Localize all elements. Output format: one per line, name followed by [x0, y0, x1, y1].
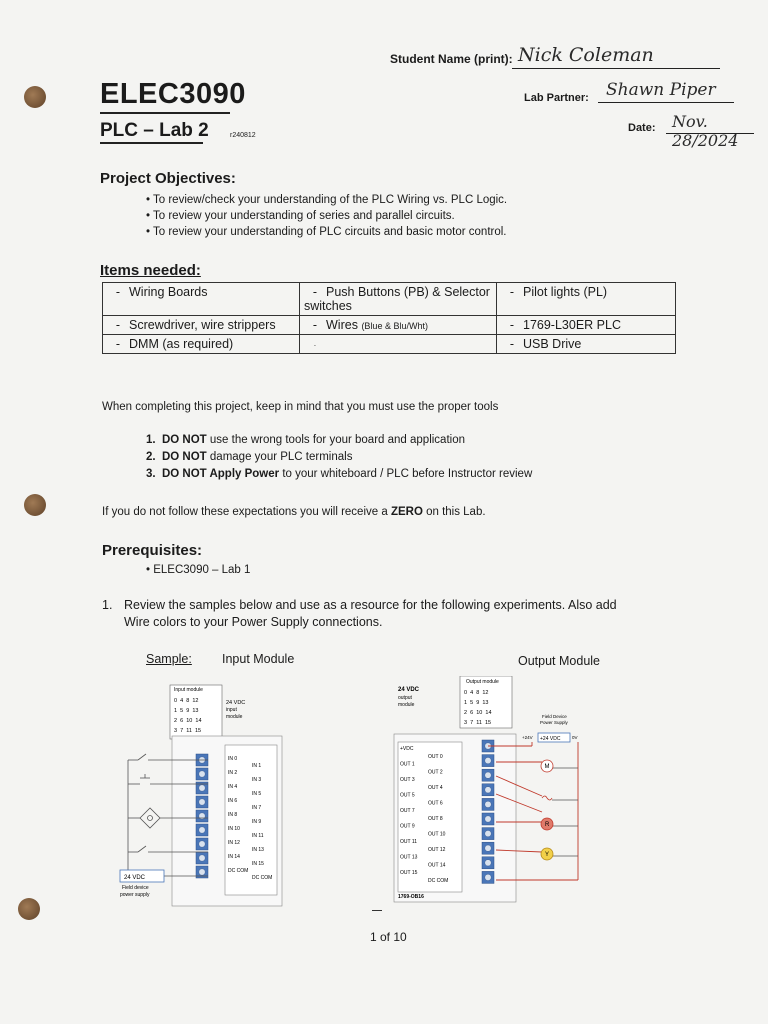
- terminal-screw-head: [485, 830, 491, 836]
- terminal-label: IN 7: [252, 805, 262, 811]
- terminal-label: DC COM: [228, 868, 249, 874]
- revision-code: r240812: [230, 132, 256, 139]
- terminal-label: +VDC: [400, 746, 414, 752]
- output-module-diagram: [392, 676, 582, 906]
- terminal-label: OUT 1: [400, 761, 415, 768]
- rules-list: [146, 432, 532, 483]
- terminal-label: IN 11: [252, 833, 264, 839]
- terminal-label: OUT 13: [400, 854, 418, 861]
- terminal-label: OUT 11: [400, 839, 418, 845]
- rule-item: 2. DO NOT damage your PLC terminals: [146, 451, 353, 463]
- objectives-list: [146, 192, 507, 240]
- output-grid-row: 0 4 8 12: [464, 690, 489, 696]
- input-grid-row: 3 7 11 15: [174, 728, 202, 734]
- terminal-label: IN 2: [228, 770, 238, 776]
- output-supply-caption: Field Device: [542, 714, 567, 719]
- course-code: ELEC3090: [100, 78, 246, 110]
- yellow-pilot-light-label: Y: [545, 852, 550, 858]
- terminal-label: IN 15: [252, 861, 264, 867]
- zero-warning: If you do not follow these expectations you will receive a ZERO on this Lab.: [102, 506, 486, 518]
- terminal-label: OUT 4: [428, 785, 443, 791]
- motor-load-label: M: [544, 764, 550, 770]
- output-supply-box: +24 VDC: [540, 736, 561, 742]
- output-side-label: module: [398, 702, 415, 708]
- input-supply-caption: Field device: [122, 885, 149, 891]
- date-underline: [666, 133, 754, 134]
- step-number: 1.: [102, 598, 113, 612]
- output-supply-caption: Power Supply: [540, 720, 568, 725]
- terminal-label: OUT 10: [428, 831, 446, 838]
- input-supply-caption: power supply: [120, 892, 150, 898]
- terminal-label: OUT 12: [428, 847, 446, 853]
- terminal-label: DC COM: [428, 878, 449, 884]
- terminal-screw-head: [199, 799, 205, 805]
- output-module-title: Output Module: [518, 654, 600, 668]
- terminal-label: DC COM: [252, 875, 273, 881]
- input-side-label: input: [226, 707, 237, 713]
- step-1: 1. Review the samples below and use as a resource for the following experiments. Also add Wire colors to your Power Supply connections.: [102, 598, 617, 629]
- course-code-underline: [100, 112, 230, 114]
- rule-item: 3. DO NOT Apply Power to your whiteboard / PLC before Instructor review: [146, 468, 533, 480]
- terminal-screw-head: [199, 771, 205, 777]
- terminal-label: OUT 15: [400, 870, 418, 876]
- output-part-number: 1769-OB16: [398, 894, 424, 900]
- terminal-label: OUT 3: [400, 777, 415, 783]
- output-supply-plus: +24V: [522, 735, 533, 740]
- objective-item: • To review/check your understanding of the PLC Wiring vs. PLC Logic.: [146, 194, 508, 206]
- terminal-label: IN 9: [252, 819, 262, 825]
- items-needed-table: [102, 282, 676, 354]
- objective-item: • To review your understanding of PLC circuits and basic motor control.: [146, 226, 507, 238]
- lab-title: PLC – Lab 2: [100, 120, 209, 141]
- output-side-label: 24 VDC: [398, 687, 420, 693]
- terminal-screw-head: [485, 801, 491, 807]
- terminal-label: OUT 6: [428, 800, 443, 807]
- objective-item: • To review your understanding of series and parallel circuits.: [146, 210, 455, 222]
- input-module-diagram: [110, 680, 290, 910]
- terminal-label: IN 10: [228, 826, 240, 832]
- input-side-label: 24 VDC: [226, 700, 246, 706]
- terminal-label: IN 1: [252, 763, 262, 769]
- binder-hole-top: [24, 86, 46, 108]
- terminal-label: IN 14: [228, 854, 240, 860]
- student-name-label: Student Name (print):: [390, 52, 513, 66]
- student-name-underline: [512, 68, 720, 69]
- terminal-screw-head: [485, 772, 491, 778]
- terminal-screw-head: [199, 869, 205, 875]
- lab-partner-label: Lab Partner:: [524, 92, 589, 104]
- output-module-box-title: Output module: [466, 679, 499, 685]
- table-cell: - 1769-L30ER PLC: [497, 316, 676, 335]
- output-grid-row: 2 6 10 14: [464, 710, 492, 716]
- prerequisites-heading: Prerequisites:: [102, 542, 203, 559]
- terminal-label: OUT 2: [428, 769, 443, 776]
- terminal-label: IN 12: [228, 840, 240, 846]
- terminal-label: OUT 14: [428, 862, 446, 869]
- table-cell: - Wires (Blue & Blu/Wht): [300, 316, 497, 335]
- terminal-screw-head: [485, 757, 491, 763]
- lab-partner-underline: [598, 102, 734, 103]
- lab-partner-value: Shawn Piper: [606, 80, 716, 100]
- table-cell: - DMM (as required): [103, 335, 300, 354]
- table-cell: - Wiring Boards: [103, 283, 300, 316]
- output-side-label: output: [398, 695, 412, 701]
- tools-note: When completing this project, keep in mind that you must use the proper tools: [102, 401, 499, 413]
- terminal-screw-head: [485, 787, 491, 793]
- terminal-label: IN 4: [228, 784, 238, 790]
- table-row: [103, 283, 676, 316]
- output-grid-row: 1 5 9 13: [464, 700, 489, 706]
- terminal-screw-head: [485, 816, 491, 822]
- terminal-label: OUT 5: [400, 792, 415, 799]
- items-needed-heading: Items needed:: [100, 262, 201, 279]
- terminal-label: OUT 8: [428, 816, 443, 822]
- lab-title-underline: [100, 142, 203, 144]
- table-cell: - Screwdriver, wire strippers: [103, 316, 300, 335]
- terminal-label: OUT 9: [400, 823, 415, 830]
- terminal-label: OUT 7: [400, 808, 415, 814]
- table-cell: - Pilot lights (PL): [497, 283, 676, 316]
- terminal-label: OUT 0: [428, 754, 443, 760]
- objectives-heading: Project Objectives:: [100, 170, 236, 187]
- binder-hole-middle: [24, 494, 46, 516]
- solenoid-load-icon: [542, 796, 552, 800]
- terminal-screw-head: [199, 841, 205, 847]
- terminal-screw-head: [199, 855, 205, 861]
- terminal-screw-head: [485, 860, 491, 866]
- terminal-label: IN 13: [252, 847, 264, 853]
- sample-label: Sample:: [146, 652, 192, 666]
- input-supply-label: 24 VDC: [124, 875, 146, 881]
- table-row: [103, 335, 676, 354]
- page-number: 1 of 10: [370, 930, 407, 944]
- prerequisites-list: [146, 562, 250, 578]
- input-module-title: Input Module: [222, 652, 295, 666]
- table-cell: - USB Drive: [497, 335, 676, 354]
- table-cell: ·: [300, 335, 497, 354]
- terminal-label: IN 5: [252, 791, 262, 797]
- footer-dash: [372, 910, 382, 911]
- input-module-box-title: Input module: [174, 687, 203, 693]
- date-value: Nov. 28/2024: [672, 112, 739, 150]
- binder-hole-bottom: [18, 898, 40, 920]
- table-cell: - Push Buttons (PB) & Selector switches: [300, 283, 497, 316]
- input-side-label: module: [226, 714, 243, 720]
- terminal-label: IN 8: [228, 812, 238, 818]
- terminal-screw-head: [199, 827, 205, 833]
- rule-item: 1. DO NOT use the wrong tools for your board and application: [146, 434, 465, 446]
- terminal-screw-head: [485, 874, 491, 880]
- terminal-screw-head: [485, 845, 491, 851]
- terminal-label: IN 3: [252, 777, 262, 783]
- output-grid-row: 3 7 11 15: [464, 720, 492, 726]
- student-name-value: Nick Coleman: [518, 44, 654, 66]
- input-grid-row: 1 5 9 13: [174, 708, 199, 714]
- input-grid-row: 0 4 8 12: [174, 698, 199, 704]
- table-row: [103, 316, 676, 335]
- date-label: Date:: [628, 122, 656, 134]
- terminal-screw-head: [199, 785, 205, 791]
- red-pilot-light-label: R: [545, 822, 550, 828]
- terminal-label: IN 0: [228, 756, 238, 762]
- input-grid-row: 2 6 10 14: [174, 718, 202, 724]
- prerequisite-item: • ELEC3090 – Lab 1: [146, 564, 251, 576]
- terminal-label: IN 6: [228, 798, 238, 804]
- output-supply-zero: 0V: [572, 735, 578, 740]
